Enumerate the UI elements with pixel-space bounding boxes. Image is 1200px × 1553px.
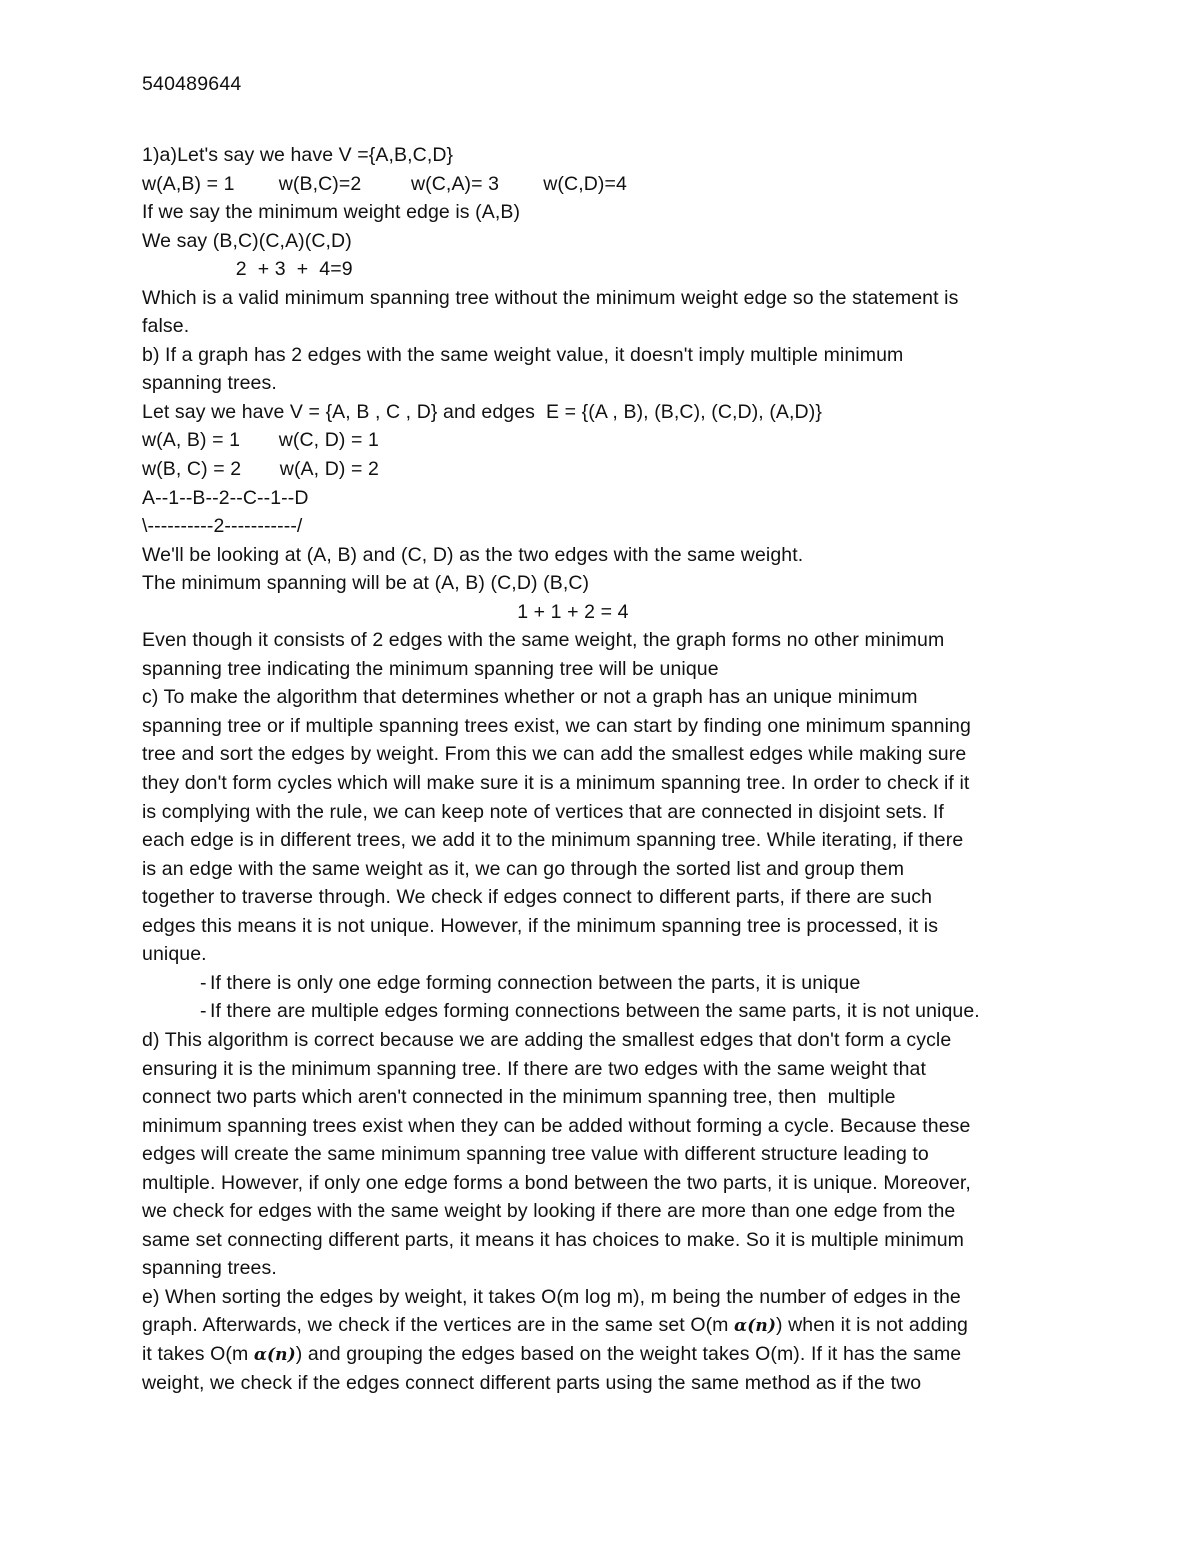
text-line: each edge is in different trees, we add it to the minimum spanning tree. While iterating, if there: [142, 829, 964, 852]
text-line: spanning trees.: [142, 1257, 277, 1280]
text-line: spanning tree or if multiple spanning trees exist, we can start by finding one minimum spanning: [142, 714, 971, 737]
answer-paragraphs-d-e: [142, 1026, 1072, 1311]
text-line: spanning tree indicating the minimum spanning tree will be unique: [142, 657, 719, 680]
text-line: they don't form cycles which will make sure it is a minimum spanning tree. In order to check if it: [142, 772, 970, 795]
text-line: w(A,B) = 1 w(B,C)=2 w(C,A)= 3 w(C,D)=4: [142, 172, 627, 195]
answer-paragraphs-a-to-c: [142, 141, 1072, 969]
text-line: c) To make the algorithm that determines whether or not a graph has an unique minimum: [142, 686, 918, 709]
bullet-dash: -: [200, 1000, 207, 1023]
bullet-dash: -: [200, 971, 207, 994]
text-line: edges will create the same minimum spanning tree value with different structure leading to: [142, 1143, 929, 1166]
answer-body: [142, 141, 1072, 1397]
bullet-item: [142, 997, 1072, 1026]
text-line: Even though it consists of 2 edges with the same weight, the graph forms no other minimum: [142, 629, 945, 652]
text-segment: ) when it is not adding: [775, 1314, 968, 1337]
text-line-with-math: [142, 1311, 1072, 1340]
text-line: The minimum spanning will be at (A, B) (C,D) (B,C): [142, 572, 590, 595]
text-line: b) If a graph has 2 edges with the same weight value, it doesn't imply multiple minimum: [142, 343, 904, 366]
text-line: w(A, B) = 1 w(C, D) = 1: [142, 429, 379, 452]
text-line: We'll be looking at (A, B) and (C, D) as the two edges with the same weight.: [142, 543, 804, 566]
text-line: 1 + 1 + 2 = 4: [142, 600, 629, 623]
text-line: we check for edges with the same weight by looking if there are more than one edge from the: [142, 1200, 956, 1223]
text-line: weight, we check if the edges connect different parts using the same method as if the two: [142, 1371, 922, 1394]
text-line: spanning trees.: [142, 372, 277, 395]
text-line: same set connecting different parts, it means it has choices to make. So it is multiple minimum: [142, 1228, 964, 1251]
text-line: multiple. However, if only one edge forms a bond between the two parts, it is unique. Moreover,: [142, 1171, 971, 1194]
text-line: false.: [142, 315, 190, 338]
text-line: 1)a)Let's say we have V ={A,B,C,D}: [142, 144, 454, 166]
text-line: is complying with the rule, we can keep note of vertices that are connected in disjoint sets. If: [142, 800, 944, 823]
text-line: Let say we have V = {A, B , C , D} and edges E = {(A , B), (B,C), (C,D), (A,D)}: [142, 400, 822, 423]
text-line: is an edge with the same weight as it, we can go through the sorted list and group them: [142, 857, 905, 880]
text-line-with-math: [142, 1340, 1072, 1369]
text-segment: ) and grouping the edges based on the weight takes O(m). If it has the same: [295, 1342, 962, 1365]
text-line: connect two parts which aren't connected in the minimum spanning tree, then multiple: [142, 1086, 896, 1109]
text-line: minimum spanning trees exist when they can be added without forming a cycle. Because these: [142, 1114, 971, 1137]
bullet-text: If there are multiple edges forming connections between the same parts, it is not unique.: [210, 1000, 980, 1023]
text-line: \----------2-----------/: [142, 515, 303, 538]
text-line: edges this means it is not unique. However, if the minimum spanning tree is processed, it is: [142, 914, 939, 937]
bullet-text: If there is only one edge forming connection between the parts, it is unique: [210, 971, 861, 994]
bullet-item: [142, 969, 1072, 998]
student-id-header: 540489644: [142, 73, 242, 95]
alpha-n-formula: α(n): [734, 1316, 776, 1337]
text-line: If we say the minimum weight edge is (A,B): [142, 201, 521, 224]
text-line: unique.: [142, 943, 207, 966]
text-line: together to traverse through. We check if edges connect to different parts, if there are such: [142, 886, 933, 909]
text-line: Which is a valid minimum spanning tree without the minimum weight edge so the statement is: [142, 286, 959, 309]
alpha-n-formula: α(n): [253, 1344, 296, 1365]
text-line: d) This algorithm is correct because we are adding the smallest edges that don't form a cycle: [142, 1028, 952, 1051]
text-line: We say (B,C)(C,A)(C,D): [142, 229, 352, 252]
text-line: e) When sorting the edges by weight, it takes O(m log m), m being the number of edges in the: [142, 1285, 961, 1308]
text-line: A--1--B--2--C--1--D: [142, 486, 309, 509]
text-line: 2 + 3 + 4=9: [142, 258, 353, 281]
text-line: tree and sort the edges by weight. From this we can add the smallest edges while making sure: [142, 743, 967, 766]
text-segment: it takes O(m: [142, 1342, 254, 1365]
text-line: w(B, C) = 2 w(A, D) = 2: [142, 458, 379, 481]
text-line: ensuring it is the minimum spanning tree. If there are two edges with the same weight that: [142, 1057, 926, 1080]
text-segment: graph. Afterwards, we check if the vertices are in the same set O(m: [142, 1314, 735, 1337]
